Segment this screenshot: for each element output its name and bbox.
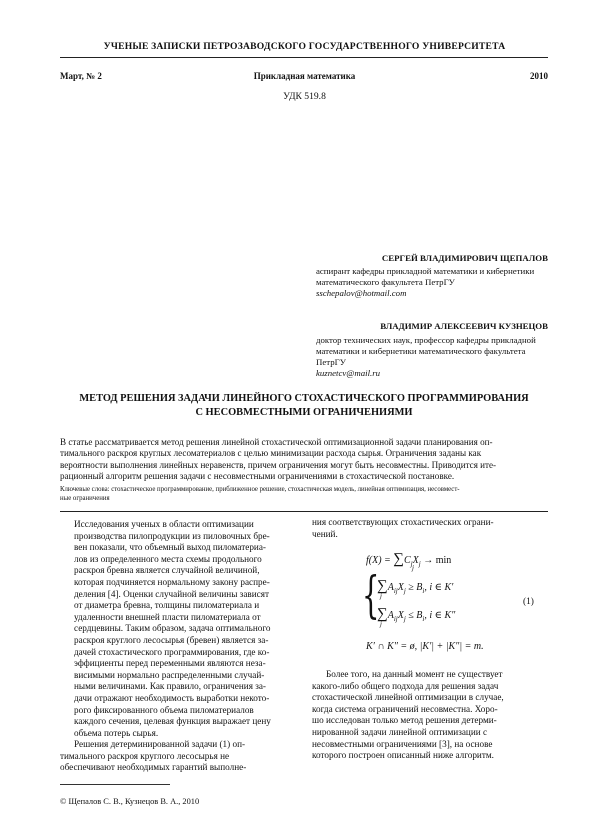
sum-subscript: j: [380, 592, 382, 600]
keywords-line: ные ограничения: [60, 495, 110, 503]
right-column-intro: [312, 517, 549, 540]
author-2-email[interactable]: kuznetcv@mail.ru: [316, 368, 381, 378]
abstract: [60, 437, 548, 483]
sum-subscript: j: [380, 620, 382, 628]
text-line: стохастической линейной оптимизации в случае,: [312, 692, 504, 703]
equation-number: (1): [523, 597, 534, 607]
aff-line: ПетрГУ: [316, 357, 346, 367]
aff-line: аспирант кафедры прикладной математики и кибернетики: [316, 266, 535, 276]
year-label: 2010: [530, 71, 548, 81]
objective-function: $f(X) = \sum C_jX_j \to \min$: [366, 551, 452, 568]
footnote-rule: [60, 784, 170, 785]
text-line: объема потерь сырья.: [74, 727, 159, 738]
text-line: которого построен описанный ниже алгоритм.: [312, 750, 494, 761]
article-title: [60, 392, 548, 420]
text-line: раскроя круглого лесосырья (бревен) является за-: [74, 634, 269, 645]
text-line: несовместными ограничениями [3], на основе: [312, 738, 493, 749]
udk-code: УДК 519.8: [283, 91, 326, 102]
text-line: Исследования ученых в области оптимизации: [74, 519, 254, 529]
constraint-2: $\sum A_{ij}X_j \le B_i$, i ∈ K″: [377, 606, 456, 623]
author-1-affiliation: [316, 266, 534, 299]
text-line: тимального раскроя круглого лесосырья не: [60, 750, 230, 761]
journal-title: УЧЕНЫЕ ЗАПИСКИ ПЕТРОЗАВОДСКОГО ГОСУДАРСТВЕННОГО УНИВЕРСИТЕТА: [103, 41, 506, 52]
text-line: которая подчиняется нормальному закону распре-: [74, 576, 270, 587]
text-line: каждого сечения, целевая функция выражает цену: [74, 716, 271, 727]
abstract-line: В статье рассматривается метод решения линейной стохастической оптимизационной задачи планирования оп-: [60, 437, 493, 447]
copyright: © Щепалов С. В., Кузнецов В. А., 2010: [60, 797, 200, 806]
issue-label: Март, № 2: [60, 71, 102, 81]
text-line: рого фиксированного объема пиломатериалов: [74, 704, 254, 715]
aff-line: математического факультета ПетрГУ: [316, 277, 455, 287]
section-label: Прикладная математика: [253, 71, 356, 81]
constraint-1: $\sum A_{ij}X_j \ge B_i$, i ∈ K′: [377, 578, 454, 595]
keywords-line: Ключевые слова: стохастическое программирование, приближенное решение, стохастическая модель, линейная оптимизация, несовмест-: [60, 486, 460, 493]
text-line: дачей стохастического программирования, где ко-: [74, 646, 270, 657]
paragraph: [60, 519, 297, 739]
author-2-name: ВЛАДИМИР АЛЕКСЕЕВИЧ КУЗНЕЦОВ: [380, 321, 548, 331]
author-1-email[interactable]: sschepalov@hotmail.com: [316, 288, 407, 298]
text-line: дачи отражают необходимость выработки некото-: [74, 692, 270, 703]
text-line: обеспечивают необходимых гарантий выполне-: [60, 762, 247, 773]
header-rule: [60, 57, 548, 58]
aff-line: математики и кибернетики математического факультета: [316, 346, 526, 356]
keywords: [60, 485, 548, 504]
aff-line: доктор технических наук, профессор кафедры прикладной: [316, 335, 536, 345]
text-line: какого-либо общего подхода для решения задач: [312, 680, 499, 691]
text-line: когда система ограничений несовместна. Хоро-: [312, 703, 498, 714]
text-line: Более того, на данный момент не существует: [326, 669, 503, 679]
text-line: висимыми нормально распределенными случай-: [74, 669, 265, 680]
constraint-sets-relation: K′ ∩ K″ = ø, |K′| + |K″| = m.: [366, 641, 484, 652]
text-line: лов из определенного места схемы продольного: [74, 553, 262, 564]
text-line: раскроя бревна является случайной величиной,: [74, 565, 260, 576]
right-column-text: [312, 669, 549, 762]
text-line: производства пилопродукции из пиловочных бре-: [74, 530, 270, 541]
text-line: удаленности внешней пласти пиломатериала от: [74, 611, 261, 622]
abstract-line: тимального раскроя круглых лесоматериалов с целью минимизации расхода сырья. Ограничения заданы как: [60, 448, 482, 459]
text-line: от диаметра бревна, толщины пиломатериала и: [74, 600, 260, 611]
left-column: [60, 519, 297, 774]
text-line: ния соответствующих стохастических ограни-: [312, 517, 494, 527]
text-line: ными величинами. Как правило, ограничения за-: [74, 681, 266, 692]
text-line: эффициенты перед переменными являются неза-: [74, 658, 266, 669]
abstract-line: рационный алгоритм решения задачи с несовместными ограничениями в стохастической постановке.: [60, 471, 455, 482]
text-line: вен показали, что объемный выход пиломатериа-: [74, 542, 266, 553]
text-line: деления [4]. Оценки случайной величины зависят: [74, 588, 269, 599]
text-line: чений.: [312, 528, 338, 539]
sum-subscript: j: [412, 564, 414, 572]
text-line: шо исследован только метод решения детерми-: [312, 715, 497, 726]
text-line: Решения детерминированной задачи (1) оп-: [74, 739, 246, 750]
abstract-line: вероятности выполнения линейных неравенств, причем ограничения могут быть несовместны. Приводится ите-: [60, 459, 497, 470]
abstract-rule: [60, 511, 548, 512]
constraint-brace: {: [362, 566, 380, 624]
text-line: сердцевины. Таким образом, задача оптимального: [74, 623, 271, 634]
text-line: нированной задачи линейной оптимизации с: [312, 726, 488, 737]
title-line: МЕТОД РЕШЕНИЯ ЗАДАЧИ ЛИНЕЙНОГО СТОХАСТИЧЕСКОГО ПРОГРАММИРОВАНИЯ: [79, 393, 529, 404]
author-1-name: СЕРГЕЙ ВЛАДИМИРОВИЧ ЩЕПАЛОВ: [381, 253, 548, 263]
author-2-affiliation: [316, 335, 536, 379]
paragraph: [60, 739, 297, 774]
title-line: С НЕСОВМЕСТНЫМИ ОГРАНИЧЕНИЯМИ: [195, 407, 413, 418]
